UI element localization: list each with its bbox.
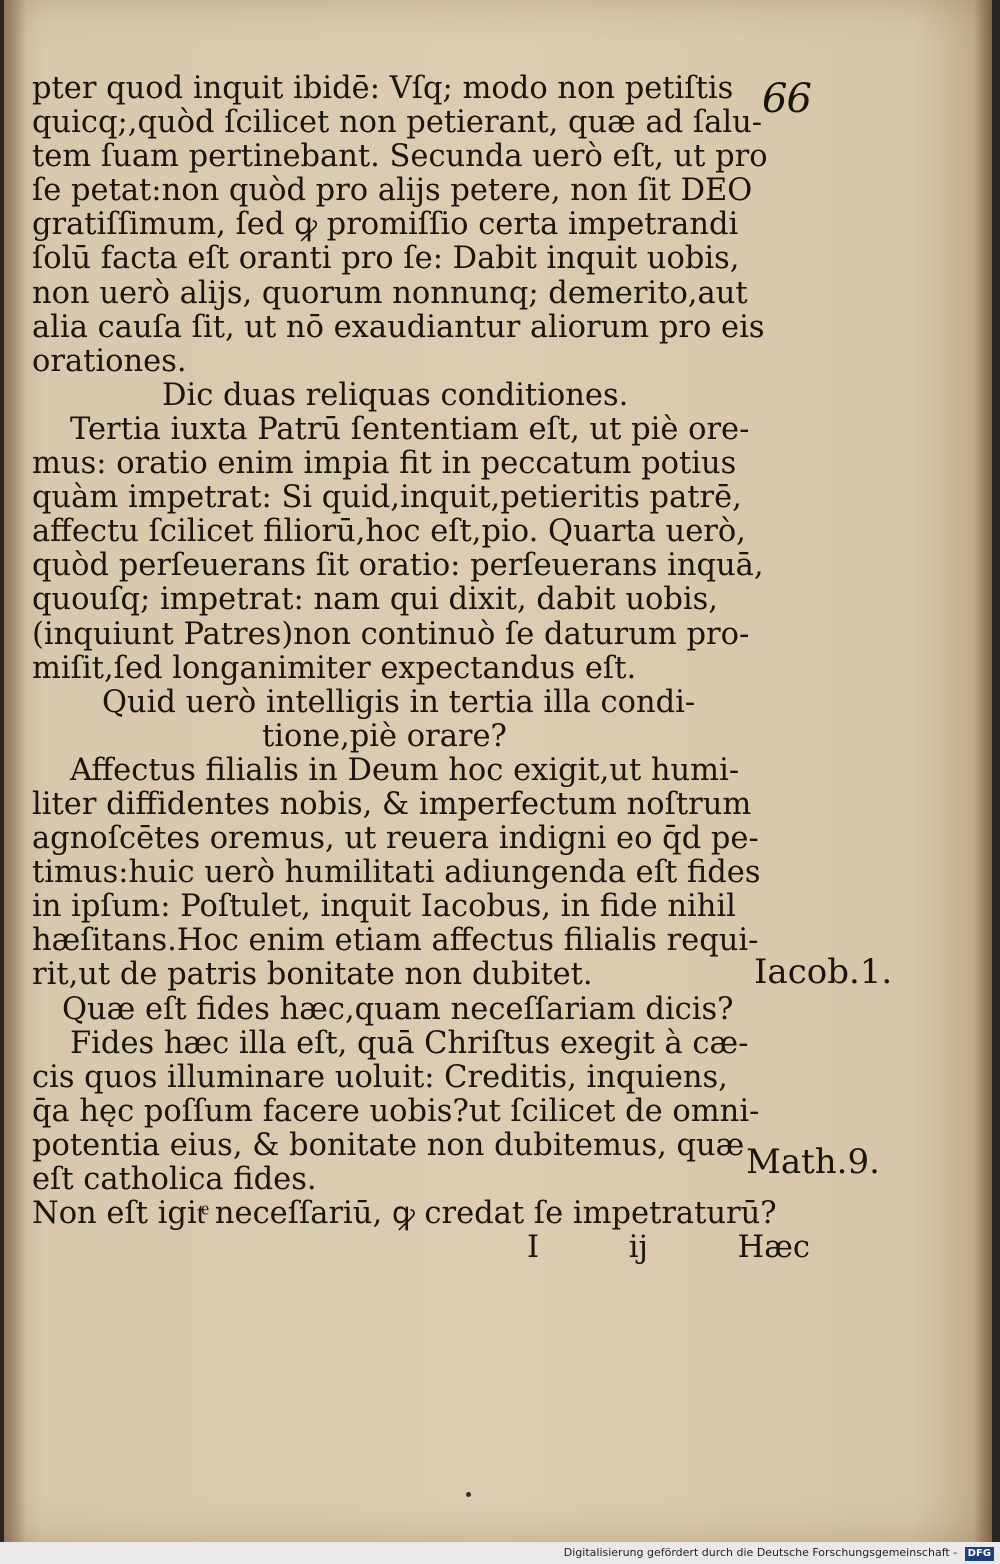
text-line: Affectus filialis in Deum hoc exigit,ut humi-: [70, 752, 740, 788]
text-line: eſt catholica fides.: [32, 1162, 317, 1197]
book-page: [4, 0, 992, 1542]
footer-text: Digitalisierung gefördert durch die Deutsche Forschungsgemeinschaft -: [563, 1546, 958, 1559]
text-line: Fides hæc illa eſt, quā Chriſtus exegit à cæ-: [70, 1025, 749, 1061]
text-line: hæſitans.Hoc enim etiam affectus filialis requi-: [32, 923, 759, 959]
text-line: non uerò alijs, quorum nonnunq; demerito,aut: [32, 275, 748, 311]
text-line: timus:huic uerò humilitati adiungenda eſt fides: [32, 855, 761, 891]
text-line: (inquiunt Patres)non continuò ſe daturum pro-: [32, 616, 750, 652]
text-line: I ij Hæc: [527, 1230, 810, 1266]
dfg-logo: DFG: [965, 1547, 994, 1561]
footer-bar: [0, 1542, 1000, 1564]
text-line: affectu ſcilicet filiorū,hoc eſt,pio. Quarta uerò,: [32, 514, 746, 550]
folio-number: 66: [762, 76, 811, 122]
text-line: quicq;,quòd ſcilicet non petierant, quæ ad ſalu-: [32, 105, 763, 141]
text-line: q̄a hęc poſſum facere uobis?ut ſcilicet de omni-: [32, 1093, 760, 1129]
text-line: alia cauſa ſit, ut nō exaudiantur aliorum pro eis: [32, 309, 765, 345]
paper-speck: [466, 1492, 471, 1497]
text-line: Quæ eſt fides hæc,quam neceſſariam dicis?: [62, 991, 734, 1027]
text-line: mus: oratio enim impia fit in peccatum potius: [32, 446, 737, 482]
text-line: orationes.: [32, 343, 187, 379]
text-line: quòd perſeuerans ſit oratio: perſeuerans inquā,: [32, 548, 764, 584]
text-line: rit,ut de patris bonitate non dubitet.: [32, 957, 593, 993]
text-line: pter quod inquit ibidē: Vſq; modo non petiſtis: [32, 71, 734, 106]
text-line: agnoſcētes oremus, ut reuera indigni eo q̄d pe-: [32, 821, 759, 857]
text-line: quàm impetrat: Si quid,inquit,petieritis patrē,: [32, 480, 742, 516]
text-line: in ipſum: Poſtulet, inquit Iacobus, in fide nihil: [32, 889, 736, 925]
text-line: potentia eius, & bonitate non dubitemus, quæ: [32, 1127, 745, 1163]
text-line: Non eſt igitͤ neceſſariū, ꝙ credat ſe impetraturū?: [32, 1196, 777, 1232]
margin-note-1: Iacob.1.: [754, 952, 893, 992]
text-line: tem ſuam pertinebant. Secunda uerò eſt, ut pro: [32, 139, 768, 175]
text-line: cis quos illuminare uoluit: Creditis, inquiens,: [32, 1059, 728, 1095]
text-line: Dic duas reliquas conditiones.: [162, 377, 629, 413]
text-line: miſit,ſed longanimiter expectandus eſt.: [32, 650, 637, 686]
text-line: ſolū facta eſt oranti pro ſe: Dabit inquit uobis,: [32, 241, 740, 277]
text-line: ſe petat:non quòd pro alijs petere, non ſit DEO: [32, 173, 753, 209]
text-line: Quid uerò intelligis in tertia illa condi-: [102, 684, 696, 720]
text-line: quouſq; impetrat: nam qui dixit, dabit uobis,: [32, 582, 718, 618]
text-line: tione,piè orare?: [262, 718, 507, 754]
text-line: gratiſſimum, ſed ꝙ promiſſio certa impetrandi: [32, 207, 739, 243]
text-line: liter diffidentes nobis, & imperfectum noſtrum: [32, 786, 752, 822]
text-line: Tertia iuxta Patrū ſententiam eſt, ut piè ore-: [70, 411, 750, 447]
margin-note-2: Math.9.: [746, 1142, 880, 1182]
